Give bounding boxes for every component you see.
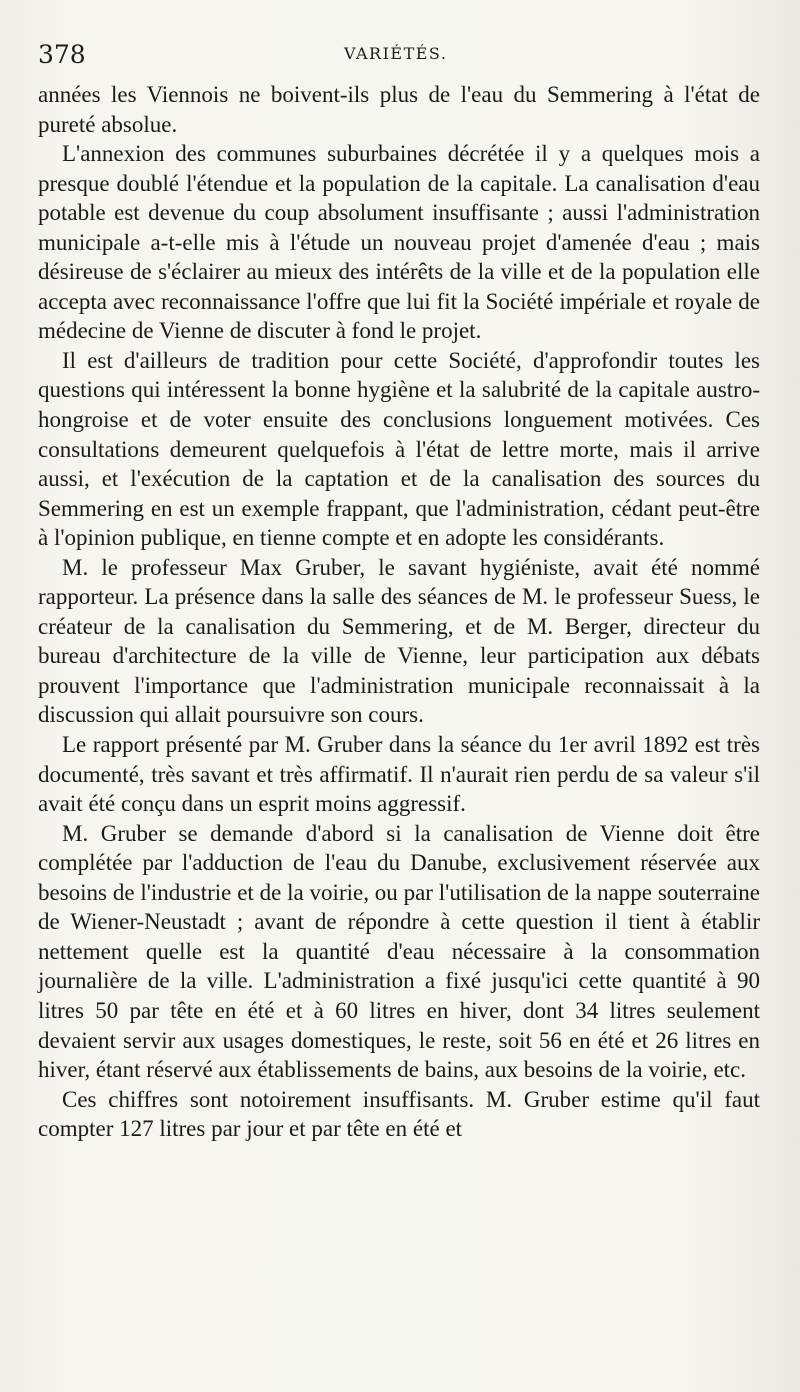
paragraph-tradition: Il est d'ailleurs de tradition pour cette Société, d'approfondir toutes les questions qui intéressent la bonne hygiène et la salubrité de la capitale austro-hongroise et de voter ensuite des conclusions longuement motivées. Ces consultations demeurent quelquefois à l'état de lettre morte, mais il arrive aussi, et l'exécution de la captation et de la canalisation des sources du Semmering en est un exemple frappant, que l'administration, cédant peut-être à l'opinion publique, en tienne compte et en adopte les considérants. bbox=[38, 347, 760, 551]
paragraph-annexion: L'annexion des communes suburbaines décrétée il y a quelques mois a presque doublé l'étendue et la population de la capitale. La canalisation d'eau potable est devenue du coup absolument insuffisante ; aussi l'administration municipale a-t-elle mis à l'étude un nouveau projet d'amenée d'eau ; mais désireuse de s'éclairer au mieux des intérêts de la ville et de la population elle accepta avec reconnaissance l'offre que lui fit la Société impériale et royale de médecine de Vienne de discuter à fond le projet. bbox=[38, 141, 760, 344]
page-header bbox=[38, 38, 758, 74]
body-text bbox=[38, 80, 760, 1144]
paragraph-rapporteur: M. le professeur Max Gruber, le savant hygiéniste, avait été nommé rapporteur. La présence dans la salle des séances de M. le professeur Suess, le créateur de la canalisation du Semmering, et de M. Berger, directeur du bureau d'architecture de la ville de Vienne, leur participation aux débats prouvent l'importance que l'administration municipale reconnaissait à la discussion qui allait poursuivre son cours. bbox=[38, 554, 760, 728]
paragraph-rapport: Le rapport présenté par M. Gruber dans la séance du 1er avril 1892 est très documenté, très savant et très affirmatif. Il n'aurait rien perdu de sa valeur s'il avait été conçu dans un esprit moins aggressif. bbox=[38, 732, 760, 817]
paragraph-continuation: années les Viennois ne boivent-ils plus de l'eau du Semmering à l'état de pureté absolue. bbox=[38, 82, 760, 137]
running-title: VARIÉTÉS. bbox=[344, 44, 448, 63]
paragraph-quantite: M. Gruber se demande d'abord si la canalisation de Vienne doit être complétée par l'adduction de l'eau du Danube, exclusivement réservée aux besoins de l'industrie et de la voirie, ou par l'utilisation de la nappe souterraine de Wiener-Neustadt ; avant de répondre à cette question il tient à établir nettement quelle est la quantité d'eau nécessaire à la consommation journalière de la ville. L'administration a fixé jusqu'ici cette quantité à 90 litres 50 par tête en été et à 60 litres en hiver, dont 34 litres seulement devaient servir aux usages domestiques, le reste, soit 56 en été et 26 litres en hiver, étant réservé aux établissements de bains, aux besoins de la voirie, etc. bbox=[38, 820, 760, 1083]
paragraph-chiffres: Ces chiffres sont notoirement insuffisants. M. Gruber estime qu'il faut compter 127 litres par jour et par tête en été et bbox=[38, 1086, 760, 1142]
page-number: 378 bbox=[38, 40, 86, 69]
